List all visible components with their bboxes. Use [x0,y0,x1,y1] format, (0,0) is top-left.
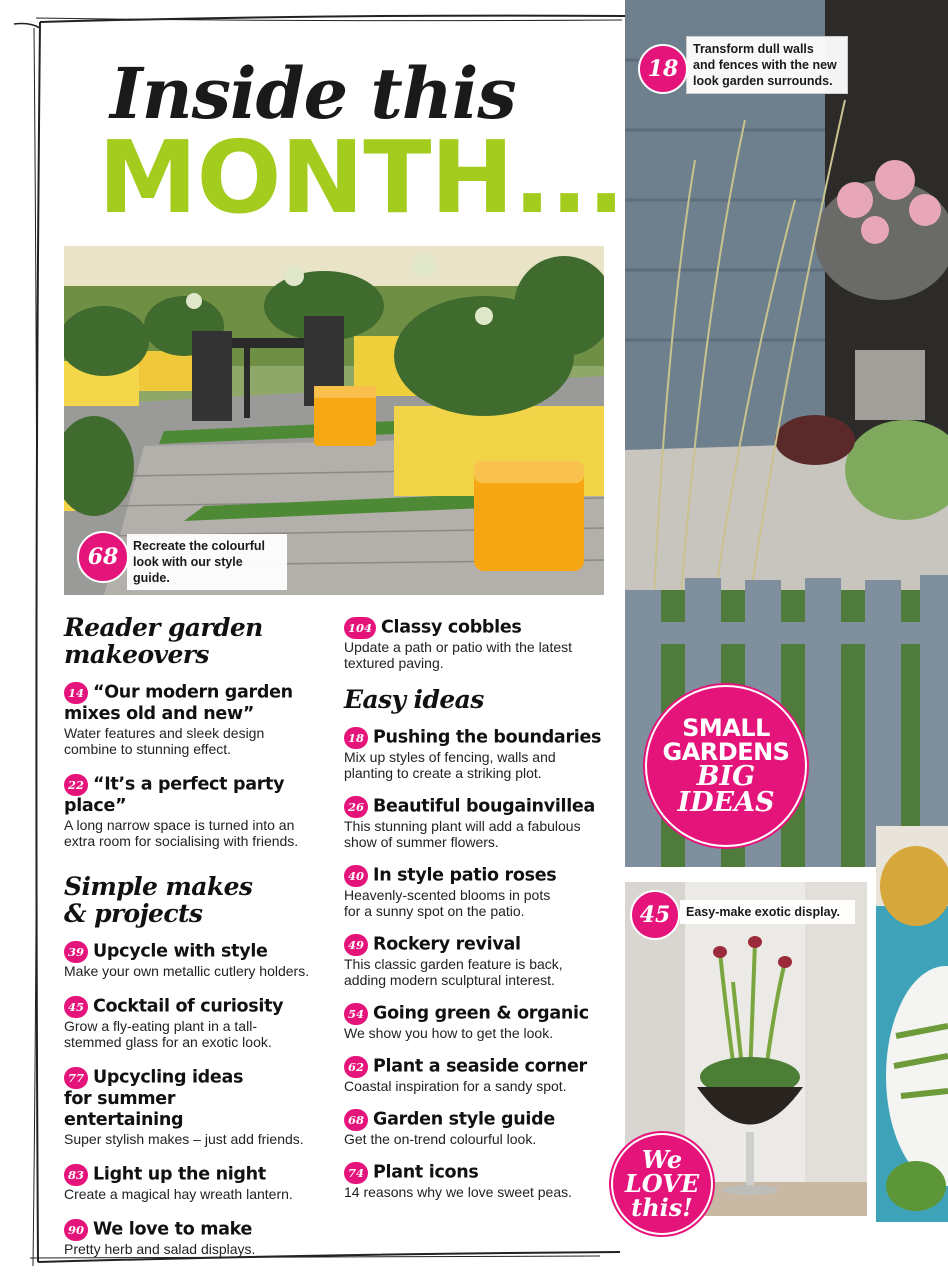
entry-title-text: Cocktail of curiosity [93,996,284,1017]
entry-title [64,941,329,963]
entry-description: Update a path or patio with the latest textured paving. [344,639,573,671]
entry-page-number: 104 [344,617,376,639]
contents-entry[interactable] [344,1109,609,1147]
entry-description: Heavenly-scented blooms in pots for a sunny spot on the patio. [344,887,551,919]
entry-title-text: Classy cobbles [381,617,522,638]
entry-title-text: Beautiful bougainvillea [373,796,596,817]
entry-description: Super stylish makes – just add friends. [64,1131,304,1147]
entry-title-text: In style patio roses [373,865,557,886]
entry-description: Coastal inspiration for a sandy spot. [344,1078,567,1094]
entry-description: Make your own metallic cutlery holders. [64,963,310,979]
entry-title-text: Garden style guide [373,1109,555,1130]
contents-entry[interactable] [344,617,609,671]
entry-title-text: Plant icons [373,1162,479,1183]
entry-description: Mix up styles of fencing, walls and planting to create a striking plot. [344,749,556,781]
entry-title-text: “Our modern garden mixes old and new” [64,682,293,724]
we-love-this-stamp [616,1138,708,1230]
entry-title-text: Pushing the boundaries [373,727,602,748]
contents-left-column [64,614,329,1257]
entry-title-text: Upcycle with style [93,941,268,962]
entry-title [64,774,329,817]
contents-entry[interactable] [344,1003,609,1041]
entry-title-text: We love to make [93,1219,253,1240]
entry-title-text: Going green & organic [373,1003,589,1024]
entry-description: We show you how to get the look. [344,1025,554,1041]
entry-description: This classic garden feature is back, adding modern sculptural interest. [344,956,563,988]
entry-page-number: 18 [344,727,368,749]
contents-entry[interactable] [344,1056,609,1094]
month-heading: MONTH... [98,119,625,236]
entry-page-number: 68 [344,1109,368,1131]
entry-description: Grow a fly-eating plant in a tall-stemmed glass for an exotic look. [64,1018,272,1050]
contents-entry[interactable] [64,941,329,979]
contents-entry[interactable] [64,1219,329,1257]
entry-page-number: 62 [344,1056,368,1078]
entry-page-number: 22 [64,774,88,796]
entry-page-number: 45 [64,996,88,1018]
entry-page-number: 90 [64,1219,88,1241]
entry-title [344,1109,609,1131]
contents-entry[interactable] [344,934,609,988]
contents-entry[interactable] [344,727,609,781]
inside-this-heading: Inside this [110,52,516,135]
entry-title [344,1003,609,1025]
entry-description: Create a magical hay wreath lantern. [64,1186,293,1202]
entry-description: This stunning plant will add a fabulous show of summer flowers. [344,818,581,850]
entry-page-number: 54 [344,1003,368,1025]
entry-description: 14 reasons why we love sweet peas. [344,1184,573,1200]
entry-page-number: 74 [344,1162,368,1184]
entry-title [64,1219,329,1241]
contents-entry[interactable] [64,1164,329,1202]
entry-title [344,1056,609,1078]
contents-entry[interactable] [64,682,329,757]
contents-entry[interactable] [344,796,609,850]
entry-title [64,996,329,1018]
contents-entry[interactable] [64,1067,329,1147]
stamp-line-small: SMALL [682,714,770,742]
fence-photo-caption: Transform dull walls and fences with the new look garden surrounds. [686,36,848,94]
entry-page-number: 83 [64,1164,88,1186]
entry-page-number: 14 [64,682,88,704]
salad-plate-photo [876,826,948,1222]
stamp-line-this: this! [631,1193,693,1222]
small-gardens-big-ideas-stamp [650,690,802,842]
entry-title-text: Rockery revival [373,934,521,955]
entry-description: A long narrow space is turned into an extra room for socialising with friends. [64,817,299,849]
entry-title-text: “It’s a perfect party place” [64,774,285,816]
entry-page-number: 39 [64,941,88,963]
entry-page-number: 77 [64,1067,88,1089]
section-heading-reader-gardens: Reader garden makeovers [64,613,263,669]
entry-description: Pretty herb and salad displays. [64,1241,256,1257]
fence-photo-page-badge: 18 [638,44,688,94]
entry-title-text: Light up the night [93,1164,266,1185]
stamp-line-big: BIG [696,761,756,792]
stamp-line-love: LOVE [624,1169,700,1198]
main-photo-caption: Recreate the colourful look with our style guide. [127,534,287,590]
stamp-line-ideas: IDEAS [677,787,775,818]
section-heading-simple-makes: Simple makes & projects [64,872,253,928]
glass-photo-caption: Easy-make exotic display. [680,900,855,924]
entry-description: Get the on-trend colourful look. [344,1131,537,1147]
entry-title-text: Plant a seaside corner [373,1056,587,1077]
contents-entry[interactable] [64,996,329,1050]
contents-entry[interactable] [344,865,609,919]
contents-right-column [344,617,609,1200]
entry-title [344,1162,609,1184]
stamp-line-gardens: GARDENS [662,738,790,766]
entry-title [344,934,609,956]
entry-title [64,1164,329,1186]
contents-entry[interactable] [64,774,329,849]
entry-title [344,796,609,818]
entry-title [344,617,609,639]
entry-description: Water features and sleek design combine to stunning effect. [64,725,265,757]
entry-title-text: Upcycling ideas for summer entertaining [64,1067,244,1130]
entry-title [64,682,329,725]
main-photo-page-badge: 68 [77,531,129,583]
glass-photo-page-badge: 45 [630,890,680,940]
contents-entry[interactable] [344,1162,609,1200]
entry-page-number: 40 [344,865,368,887]
entry-title [344,727,609,749]
section-heading-easy-ideas: Easy ideas [344,685,484,714]
entry-title [64,1067,274,1131]
entry-title [344,865,609,887]
entry-page-number: 49 [344,934,368,956]
stamp-line-we: We [641,1145,683,1174]
entry-page-number: 26 [344,796,368,818]
